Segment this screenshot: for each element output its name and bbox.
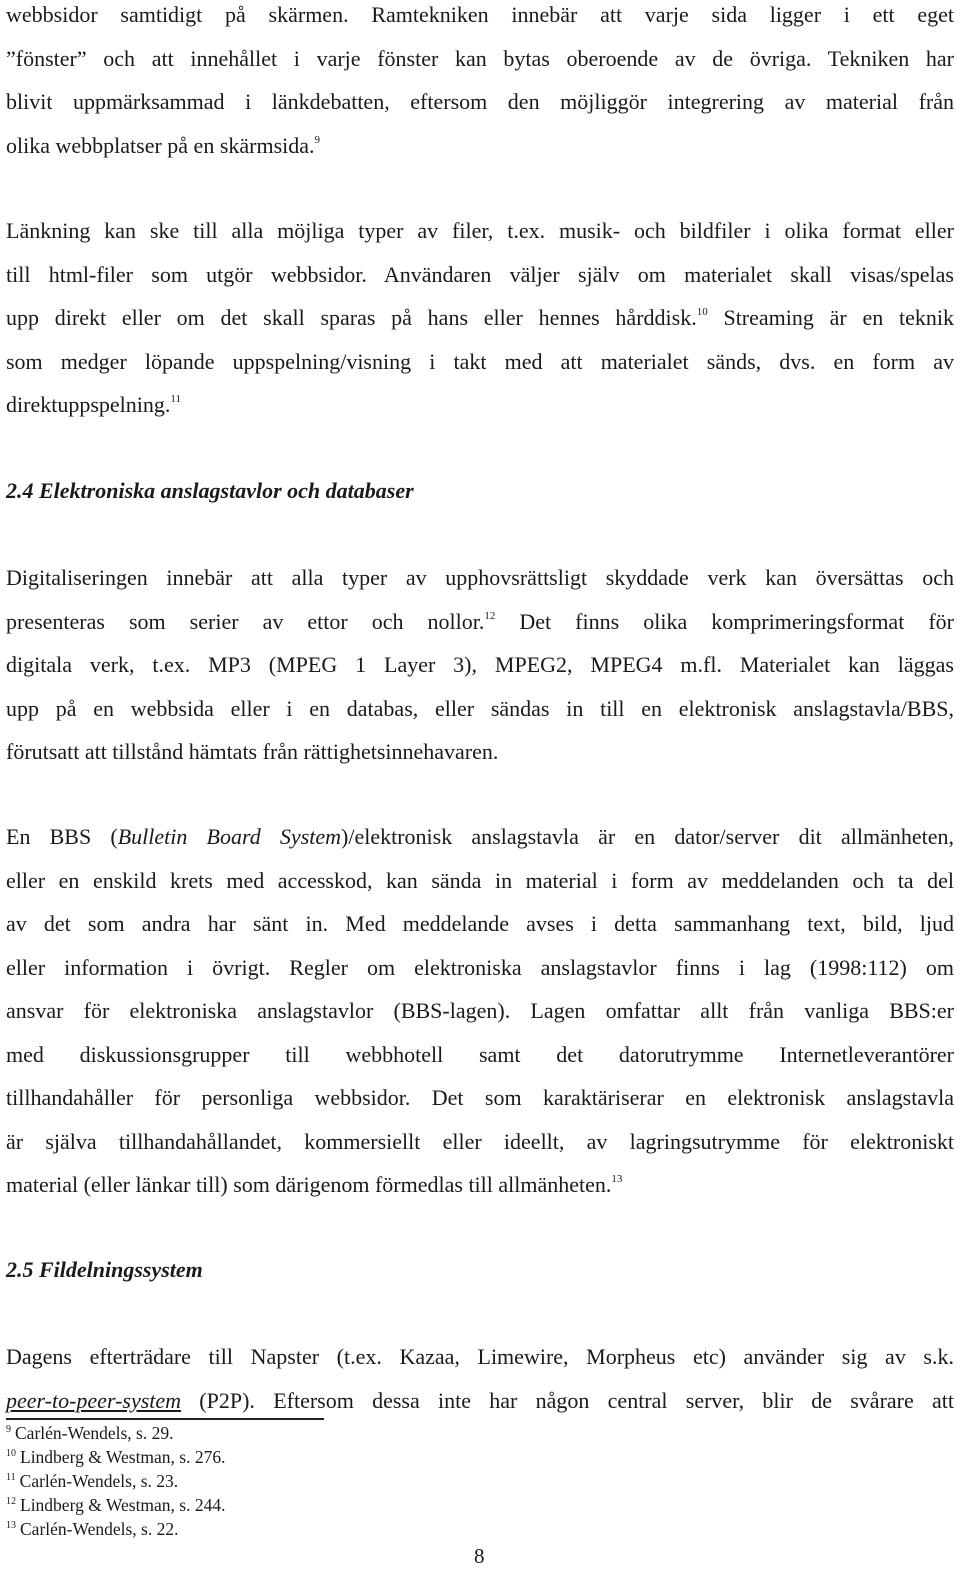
section-heading-2-4: 2.4 Elektroniska anslagstavlor och databaser xyxy=(6,478,414,503)
paragraph-filesharing xyxy=(6,1335,954,1422)
footnote-text: Lindberg & Westman, s. 276. xyxy=(20,1447,226,1467)
text-line xyxy=(6,600,954,644)
emphasis: Bulletin Board System xyxy=(117,824,342,849)
text-run: En BBS ( xyxy=(6,824,118,849)
text-run: material (eller länkar till) som därigenom förmedlas till allmänheten. xyxy=(6,1172,612,1197)
footnote-ref: 9 xyxy=(314,133,321,146)
footnote-number: 13 xyxy=(6,1520,16,1531)
text-run: Det finns olika komprimeringsformat för xyxy=(495,608,954,634)
footnote-ref: 12 xyxy=(484,609,496,622)
footnote xyxy=(6,1421,226,1445)
text-run: presenteras som serier av ettor och nollor. xyxy=(6,608,485,634)
text-line xyxy=(6,383,954,427)
text-line: webbsidor samtidigt på skärmen. Ramtekniken innebär att varje sida ligger i ett eget xyxy=(6,2,954,27)
footnote-text: Carlén-Wendels, s. 22. xyxy=(20,1519,179,1539)
paragraph-digitalisation xyxy=(6,556,954,774)
paragraph-linking xyxy=(6,209,954,427)
footnote-text: Carlén-Wendels, s. 29. xyxy=(15,1423,174,1443)
page-number: 8 xyxy=(474,1544,485,1568)
text-line: till html-filer som utgör webbsidor. Användaren väljer själv om materialet skall visas/spelas xyxy=(6,261,954,287)
text-line: upp på en webbsida eller i en databas, eller sändas in till en elektronisk anslagstavla/BBS, xyxy=(6,695,954,721)
text-line: av det som andra har sänt in. Med meddelande avses i detta sammanhang text, bild, ljud xyxy=(6,911,954,936)
text-line: Dagens efterträdare till Napster (t.ex. Kazaa, Limewire, Morpheus etc) använder sig av s.k. xyxy=(6,1344,954,1369)
paragraph-bbs xyxy=(6,815,954,1207)
text-line xyxy=(6,1379,954,1423)
text-line: eller en enskild krets med accesskod, kan sända in material i form av meddelanden och ta del xyxy=(6,867,954,893)
footnote xyxy=(6,1493,226,1517)
footnote-number: 9 xyxy=(6,1424,11,1435)
footnote xyxy=(6,1469,226,1493)
text-run: upp direkt eller om det skall sparas på hans eller hennes hårddisk. xyxy=(6,305,697,330)
footnote-number: 11 xyxy=(6,1472,16,1483)
text-line: tillhandahåller för personliga webbsidor. Det som karaktäriserar en elektronisk anslagstavla xyxy=(6,1085,954,1110)
text-line: med diskussionsgrupper till webbhotell samt det datorutrymme Internetleverantörer xyxy=(6,1041,954,1067)
text-line: eller information i övrigt. Regler om elektroniska anslagstavlor finns i lag (1998:112) om xyxy=(6,954,954,980)
text-run: olika webbplatser på en skärmsida. xyxy=(6,132,315,158)
text-run: direktuppspelning. xyxy=(6,392,171,417)
text-line: blivit uppmärksammad i länkdebatten, eftersom den möjliggör integrering av material från xyxy=(6,89,954,114)
footnote xyxy=(6,1445,226,1469)
paragraph-frames xyxy=(6,0,954,167)
emphasis-text: peer-to-peer-system xyxy=(6,1387,182,1413)
text-line: förutsatt att tillstånd hämtats från rättighetsinnehavaren. xyxy=(6,739,499,764)
text-line: Länkning kan ske till alla möjliga typer av filer, t.ex. musik- och bildfiler i olika format eller xyxy=(6,218,954,243)
footnote-number: 10 xyxy=(6,1448,16,1459)
text-line xyxy=(6,296,954,340)
text-line: är själva tillhandahållandet, kommersiellt eller ideellt, av lagringsutrymme för elektroniskt xyxy=(6,1128,954,1154)
text-line xyxy=(6,124,954,168)
text-line: som medger löpande uppspelning/visning i takt med att materialet sänds, dvs. en form av xyxy=(6,348,954,374)
text-run: Streaming är en teknik xyxy=(707,305,954,330)
text-line xyxy=(6,815,954,859)
text-line xyxy=(6,1163,954,1207)
text-line: ”fönster” och att innehållet i varje fönster kan bytas oberoende av de övriga. Tekniken har xyxy=(6,45,954,71)
footnotes xyxy=(6,1421,226,1541)
text-line: digitala verk, t.ex. MP3 (MPEG 1 Layer 3), MPEG2, MPEG4 m.fl. Materialet kan läggas xyxy=(6,652,954,677)
footnote xyxy=(6,1517,226,1541)
footnote-number: 12 xyxy=(6,1496,16,1507)
emphasis xyxy=(6,1388,181,1413)
text-line: ansvar för elektroniska anslagstavlor (BBS-lagen). Lagen omfattar allt från vanliga BBS:er xyxy=(6,998,954,1023)
footnote-ref: 13 xyxy=(611,1173,623,1185)
footnote-divider xyxy=(6,1418,324,1420)
text-line: Digitaliseringen innebär att alla typer av upphovsrättsligt skyddade verk kan översättas och xyxy=(6,565,954,590)
footnote-ref: 11 xyxy=(170,393,181,405)
footnote-ref: 10 xyxy=(696,306,708,318)
footnote-text: Lindberg & Westman, s. 244. xyxy=(20,1495,226,1515)
section-heading-2-5: 2.5 Fildelningssystem xyxy=(6,1257,203,1282)
text-run: )/elektronisk anslagstavla är en dator/server dit allmänheten, xyxy=(341,824,954,849)
footnote-text: Carlén-Wendels, s. 23. xyxy=(19,1471,179,1491)
text-run: (P2P). Eftersom dessa inte har någon central server, blir de svårare att xyxy=(181,1387,954,1413)
